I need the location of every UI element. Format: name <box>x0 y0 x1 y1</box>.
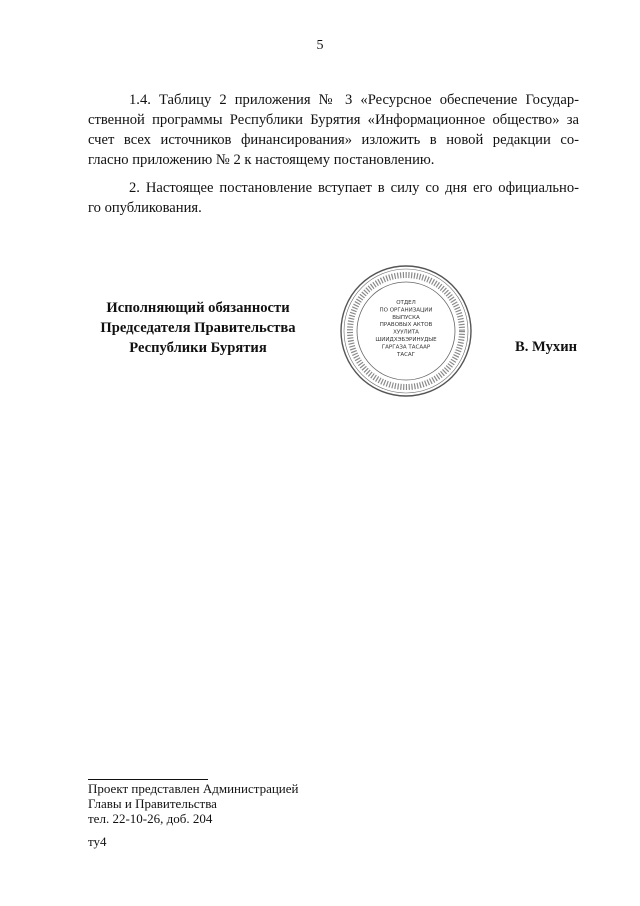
paragraph-line: счет всех источников финансирования» изложить в новой редакции со- <box>88 132 579 148</box>
seal-text-line: ОТДЕЛ <box>396 300 416 306</box>
seal-text-line: ВЫПУСКА <box>392 314 420 321</box>
signatory-name: В. Мухин <box>515 339 578 355</box>
signatory-title <box>88 298 308 358</box>
signatory-title-line: Председателя Правительства <box>100 320 296 336</box>
document-code: ту4 <box>88 834 107 849</box>
footer-line: тел. 22-10-26, доб. 204 <box>88 811 213 826</box>
paragraph-line: 1.4. Таблицу 2 приложения № 3 «Ресурсное обеспечение Государ- <box>129 92 579 108</box>
seal-text-line: ГАРГАЗА ТАСААР <box>381 344 431 351</box>
paragraph-line: гласно приложению № 2 к настоящему постановлению. <box>88 152 435 168</box>
paragraph-line: го опубликования. <box>88 200 202 216</box>
seal-text-line: ПО ОРГАНИЗАЦИИ <box>379 307 433 314</box>
seal-text-line: ПРАВОВЫХ АКТОВ <box>379 322 433 329</box>
signatory-title-line: Исполняющий обязанности <box>106 300 290 316</box>
footer-line: Главы и Правительства <box>88 796 217 811</box>
footer-line: Проект представлен Администрацией <box>88 781 299 796</box>
signatory-title-line: Республики Бурятия <box>129 340 267 356</box>
seal-text-line: ТАСАГ <box>396 351 416 358</box>
paragraph-line: ственной программы Республики Бурятия «Информационное общество» за <box>88 112 579 128</box>
footer-note <box>88 781 299 826</box>
page-number: 5 <box>316 38 324 53</box>
footnote-divider <box>88 779 208 780</box>
paragraph-2 <box>88 178 579 218</box>
paragraph-line: 2. Настоящее постановление вступает в силу со дня его официально- <box>129 180 579 196</box>
seal-text-line: ХУУЛИТА <box>393 329 419 336</box>
official-seal <box>339 264 473 398</box>
paragraph-1-4 <box>88 90 579 170</box>
seal-text-line: ШИИДХЭБЭРИНУДЫЕ <box>375 337 437 343</box>
